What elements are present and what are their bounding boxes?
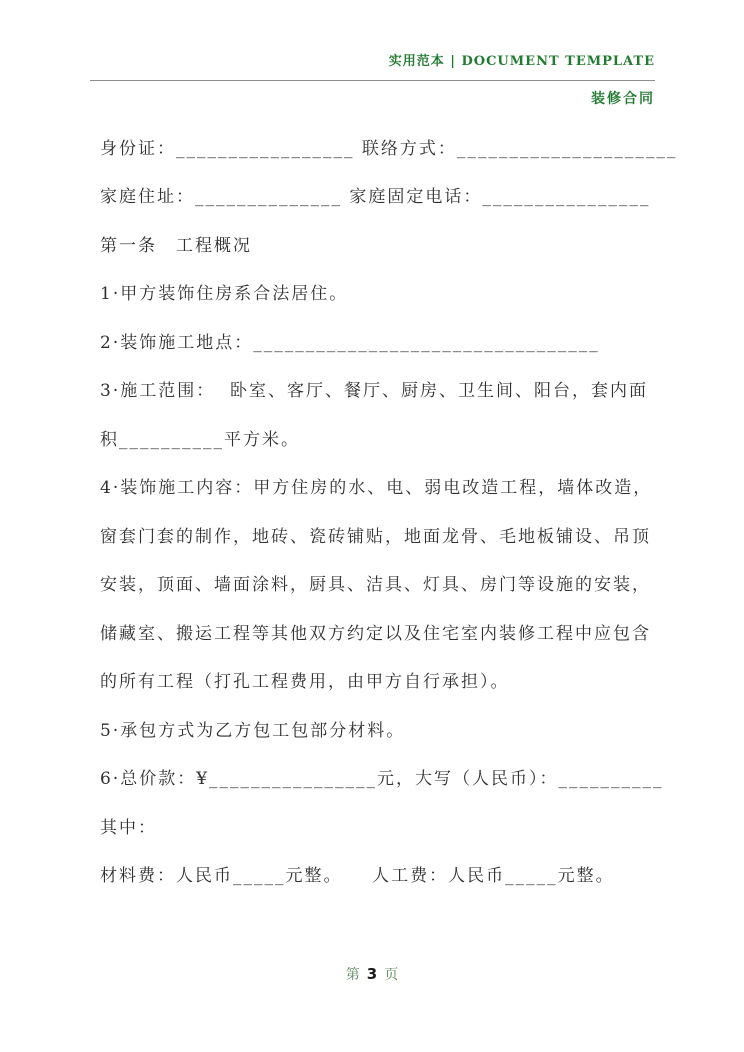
body-line: 6·总价款：¥________________元，大写（人民币）：__________ bbox=[100, 769, 664, 790]
body-line: 1·甲方装饰住房系合法居住。 bbox=[100, 284, 349, 305]
footer-page-number: 3 bbox=[366, 965, 378, 983]
body-line: 的所有工程（打孔工程费用，由甲方自行承担）。 bbox=[100, 672, 510, 693]
page-header bbox=[90, 50, 655, 108]
body-line: 3·施工范围： 卧室、客厅、餐厅、厨房、卫生间、阳台，套内面 bbox=[100, 381, 649, 402]
body-line: 安装，顶面、墙面涂料，厨具、洁具、灯具、房门等设施的安装， bbox=[100, 575, 651, 596]
footer-page-prefix: 第 bbox=[345, 967, 360, 983]
header-divider bbox=[90, 80, 655, 81]
body-line: 储藏室、搬运工程等其他双方约定以及住宅室内装修工程中应包含 bbox=[100, 623, 651, 644]
body-line: 家庭住址：______________ 家庭固定电话：________________ bbox=[100, 187, 651, 208]
body-line: 2·装饰施工地点：_________________________________ bbox=[100, 332, 600, 353]
footer-page-suffix: 页 bbox=[384, 967, 399, 983]
body-line: 窗套门套的制作，地砖、瓷砖铺贴，地面龙骨、毛地板铺设、吊顶 bbox=[100, 526, 651, 547]
document-title: 装修合同 bbox=[591, 91, 655, 107]
body-line: 其中： bbox=[100, 817, 157, 838]
body-line: 材料费：人民币_____元整。 人工费：人民币_____元整。 bbox=[100, 866, 615, 887]
body-line: 第一条 工程概况 bbox=[100, 235, 252, 256]
body-line: 积__________平方米。 bbox=[100, 429, 300, 450]
body-line: 5·承包方式为乙方包工包部分材料。 bbox=[100, 720, 406, 741]
brand-text: 实用范本 | DOCUMENT TEMPLATE bbox=[388, 54, 655, 69]
body-line: 身份证：_________________ 联络方式：_____________________ bbox=[100, 138, 678, 159]
body-line: 4·装饰施工内容：甲方住房的水、电、弱电改造工程，墙体改造， bbox=[100, 478, 653, 499]
page-footer bbox=[0, 964, 744, 984]
document-body bbox=[100, 122, 678, 898]
